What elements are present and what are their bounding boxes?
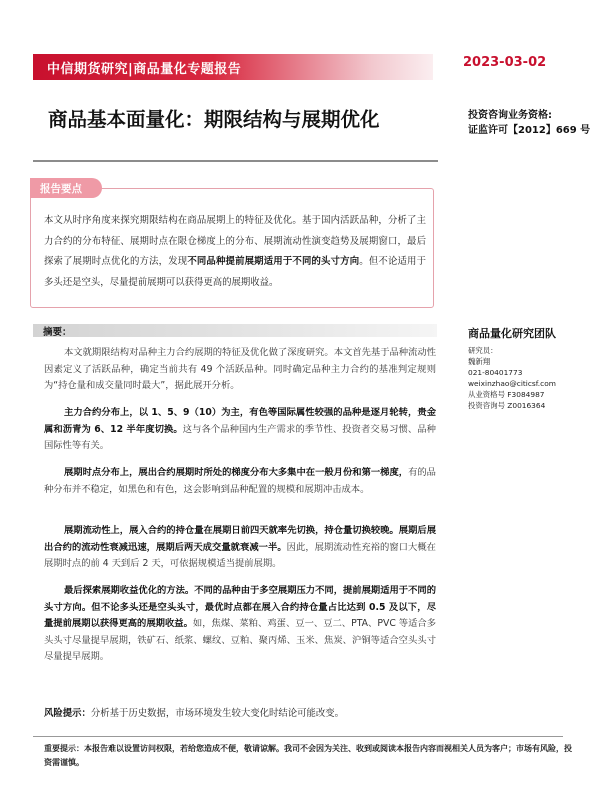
report-date: 2023-03-02 bbox=[463, 55, 547, 70]
qualification-line-2: 证监许可【2012】669 号 bbox=[468, 125, 591, 136]
paragraph-text: 因此，展期流动性充裕的窗口大概在展期时点的前 4 天到后 2 天，可依据规模适当提前展期。 bbox=[44, 541, 436, 569]
report-title: 商品基本面量化：期限结构与展期优化 bbox=[48, 108, 380, 131]
paragraph-highlight: 展期时点分布上，展出合约展期时所处的梯度分布大多集中在一般月份和第一梯度， bbox=[64, 467, 409, 478]
abstract-paragraph bbox=[44, 405, 436, 455]
analyst-email: weixinzhao@citicsf.com bbox=[468, 379, 556, 388]
abstract-paragraph bbox=[44, 345, 436, 395]
summary-body: 本文从时序角度来探究期限结构在商品展期上的特征及优化。基于国内活跃品种，分析了主力合约的分布特征、展期时点在限仓梯度上的分布、展期流动性演变趋势及展期窗口，最后探索了展期时点优化的方法，发现 bbox=[44, 215, 426, 267]
team-title: 商品量化研究团队 bbox=[468, 327, 556, 340]
summary-tag-label: 报告要点 bbox=[40, 183, 82, 195]
paragraph-highlight: 最后探索展期收益优化的方法。不同的品种由于多空展期压力不同，提前展期适用于不同的头寸方向。但不论多头还是空头头寸，最优时点都在展入合约持仓量占比达到 0.5 及以下，尽量提前展期以获得更高的展期收益。 bbox=[44, 585, 436, 629]
summary-highlight: 不同品种提前展期适用于不同的头寸方向 bbox=[187, 256, 360, 267]
abstract-paragraph bbox=[44, 465, 436, 498]
analyst-name: 魏新翔 bbox=[468, 357, 491, 366]
paragraph-text: 这与各个品种国内生产需求的季节性、投资者交易习惯、品种国际性等有关。 bbox=[44, 423, 436, 451]
risk-warning bbox=[44, 705, 344, 719]
abstract-paragraph bbox=[44, 583, 436, 666]
abstract-header bbox=[33, 324, 437, 337]
paragraph-highlight: 主力合约分布上，以 1、5、9（10）为主，有色等国际属性较强的品种是逐月轮转，贵金属和沥青为 6、12 半年度切换。 bbox=[44, 407, 436, 435]
paragraph-text: 本文就期限结构对品种主力合约展期的特征及优化做了深度研究。本文首先基于品种流动性因素定义了活跃品种，确定当前共有 49 个活跃品种。同时确定品种主力合约的基准判定规则为“持仓量和成交量同时最大”，据此展开分析。 bbox=[44, 347, 436, 391]
risk-text: 分析基于历史数据，市场环境发生较大变化时结论可能改变。 bbox=[90, 708, 345, 719]
summary-tag bbox=[30, 178, 102, 198]
team-info bbox=[468, 345, 556, 411]
title-divider bbox=[33, 160, 438, 162]
footer-divider bbox=[33, 736, 563, 737]
paragraph-text: 如，焦煤、菜粕、鸡蛋、豆一、豆二、PTA、PVC 等适合多头头寸尽量提早展期，铁矿石、纸浆、螺纹、豆粕、聚丙烯、玉米、焦炭、沪铜等适合空头头寸尽量提早展期。 bbox=[44, 618, 436, 662]
report-banner bbox=[33, 54, 433, 80]
abstract-paragraph bbox=[44, 523, 436, 573]
qualification-line-1: 投资咨询业务资格: bbox=[468, 110, 552, 121]
footer-notice: 重要提示：本报告难以设置访问权限，若给您造成不便，敬请谅解。我司不会因为关注、收到或阅读本报告内容而视相关人员为客户；市场有风险，投资需谨慎。 bbox=[44, 744, 572, 767]
summary-text bbox=[44, 211, 426, 293]
analyst-phone: 021-80401773 bbox=[468, 368, 523, 377]
analyst-advisory-number: 投资咨询号 Z0016364 bbox=[468, 401, 546, 410]
paragraph-highlight: 展期流动性上，展入合约的持仓量在展期日前四天就率先切换，持仓量切换较晚。展期后展出合约的流动性衰减迅速，展期后两天成交量就衰减一半。 bbox=[44, 525, 436, 553]
team-role: 研究员： bbox=[468, 346, 498, 355]
abstract-label: 摘要： bbox=[43, 327, 72, 338]
analyst-license: 从业资格号 F3084987 bbox=[468, 390, 545, 399]
paragraph-text: 有的品种分布并不稳定，如黑色和有色，这会影响到品种配置的规模和展期冲击成本。 bbox=[44, 467, 436, 495]
banner-text: 中信期货研究|商品量化专题报告 bbox=[47, 62, 242, 77]
summary-ending: 。但不论适用于多头还是空头，尽量提前展期可以获得更高的展期收益。 bbox=[44, 256, 426, 288]
qualification-info bbox=[468, 108, 590, 138]
risk-label: 风险提示： bbox=[44, 708, 91, 719]
